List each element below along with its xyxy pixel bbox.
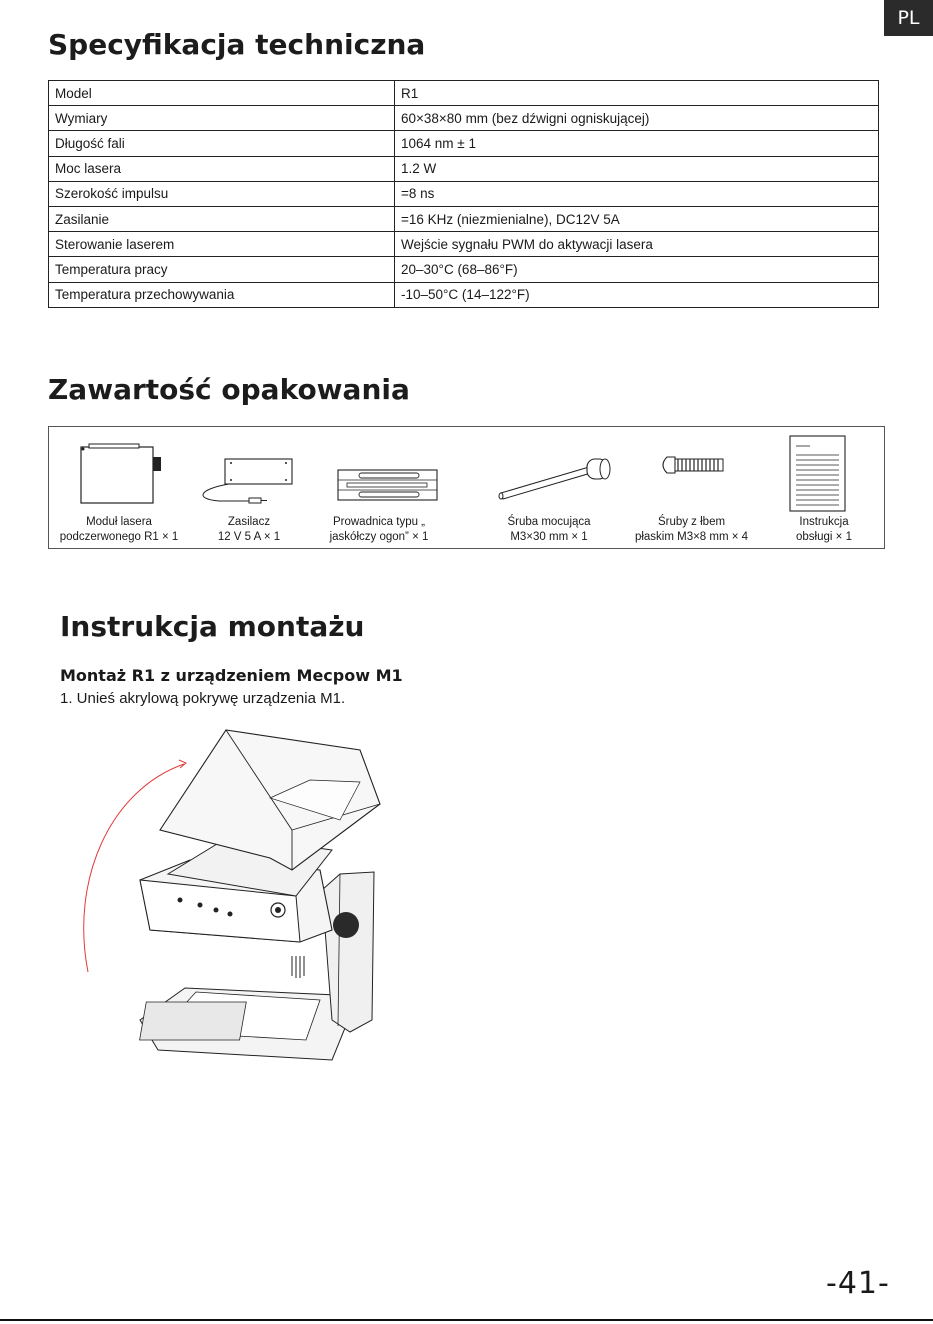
- spec-value: 1064 nm ± 1: [395, 131, 879, 156]
- spec-key: Długość fali: [49, 131, 395, 156]
- package-item-manual: [764, 427, 884, 548]
- package-item-label: Śruba mocująca: [507, 516, 591, 528]
- spec-row: [49, 257, 879, 282]
- language-tab: PL: [884, 0, 933, 36]
- package-item-power-adapter: [189, 427, 309, 548]
- focus-knob-icon: [333, 912, 359, 938]
- spec-value: 20–30°C (68–86°F): [395, 257, 879, 282]
- package-item-dovetail-rail: [309, 427, 449, 548]
- spec-key: Temperatura przechowywania: [49, 282, 395, 307]
- spec-row: [49, 106, 879, 131]
- spec-key: Zasilanie: [49, 206, 395, 231]
- spec-key: Sterowanie laserem: [49, 232, 395, 257]
- package-item-label: Instrukcja: [799, 516, 849, 528]
- spec-value: R1: [395, 81, 879, 106]
- spec-row: [49, 131, 879, 156]
- spec-key: Wymiary: [49, 106, 395, 131]
- spec-value: =8 ns: [395, 181, 879, 206]
- flat-head-screw-icon: [619, 427, 764, 512]
- package-item-quantity: M3×30 mm × 1: [510, 531, 588, 543]
- spec-key: Temperatura pracy: [49, 257, 395, 282]
- package-item-label: Śruby z łbem: [657, 516, 726, 528]
- dovetail-rail-icon: [309, 427, 449, 512]
- bottom-divider: [0, 1319, 933, 1321]
- assembly-subtitle: Montaż R1 z urządzeniem Mecpow M1: [60, 666, 403, 685]
- spec-row: [49, 282, 879, 307]
- package-contents-box: [48, 426, 885, 549]
- spec-value: Wejście sygnału PWM do aktywacji lasera: [395, 232, 879, 257]
- package-item-quantity: jaskółczy ogon” × 1: [329, 531, 429, 543]
- spec-row: [49, 181, 879, 206]
- laser-module-icon: [49, 427, 189, 512]
- spec-value: 1.2 W: [395, 156, 879, 181]
- spec-value: 60×38×80 mm (bez dźwigni ogniskującej): [395, 106, 879, 131]
- spec-row: [49, 81, 879, 106]
- spec-key: Szerokość impulsu: [49, 181, 395, 206]
- spec-key: Moc lasera: [49, 156, 395, 181]
- spec-section-title: Specyfikacja techniczna: [48, 28, 426, 61]
- spec-row: [49, 206, 879, 231]
- power-adapter-icon: [189, 427, 309, 512]
- package-item-flat-head-screws: [619, 427, 764, 548]
- package-section-title: Zawartość opakowania: [48, 373, 410, 406]
- package-item-quantity: 12 V 5 A × 1: [217, 531, 281, 543]
- package-item-mounting-screw: [479, 427, 619, 548]
- spec-key: Model: [49, 81, 395, 106]
- manual-icon: [764, 427, 884, 512]
- spec-row: [49, 232, 879, 257]
- package-item-label: Prowadnica typu „: [332, 516, 426, 528]
- page-number: -41-: [826, 1266, 890, 1301]
- package-item-quantity: podczerwonego R1 × 1: [59, 531, 179, 543]
- mounting-screw-icon: [479, 427, 619, 512]
- spec-value: -10–50°C (14–122°F): [395, 282, 879, 307]
- package-item-quantity: płaskim M3×8 mm × 4: [634, 531, 749, 543]
- device-lid-illustration: [70, 720, 400, 1070]
- package-item-label: Moduł lasera: [86, 516, 152, 528]
- package-item-label: Zasilacz: [227, 516, 271, 528]
- spec-row: [49, 156, 879, 181]
- spec-table: [48, 80, 879, 308]
- assembly-section-title: Instrukcja montażu: [60, 610, 365, 643]
- package-item-laser-module: [49, 427, 189, 548]
- spec-value: =16 KHz (niezmienialne), DC12V 5A: [395, 206, 879, 231]
- assembly-step-1: 1. Unieś akrylową pokrywę urządzenia M1.: [60, 690, 346, 707]
- package-item-quantity: obsługi × 1: [796, 531, 852, 543]
